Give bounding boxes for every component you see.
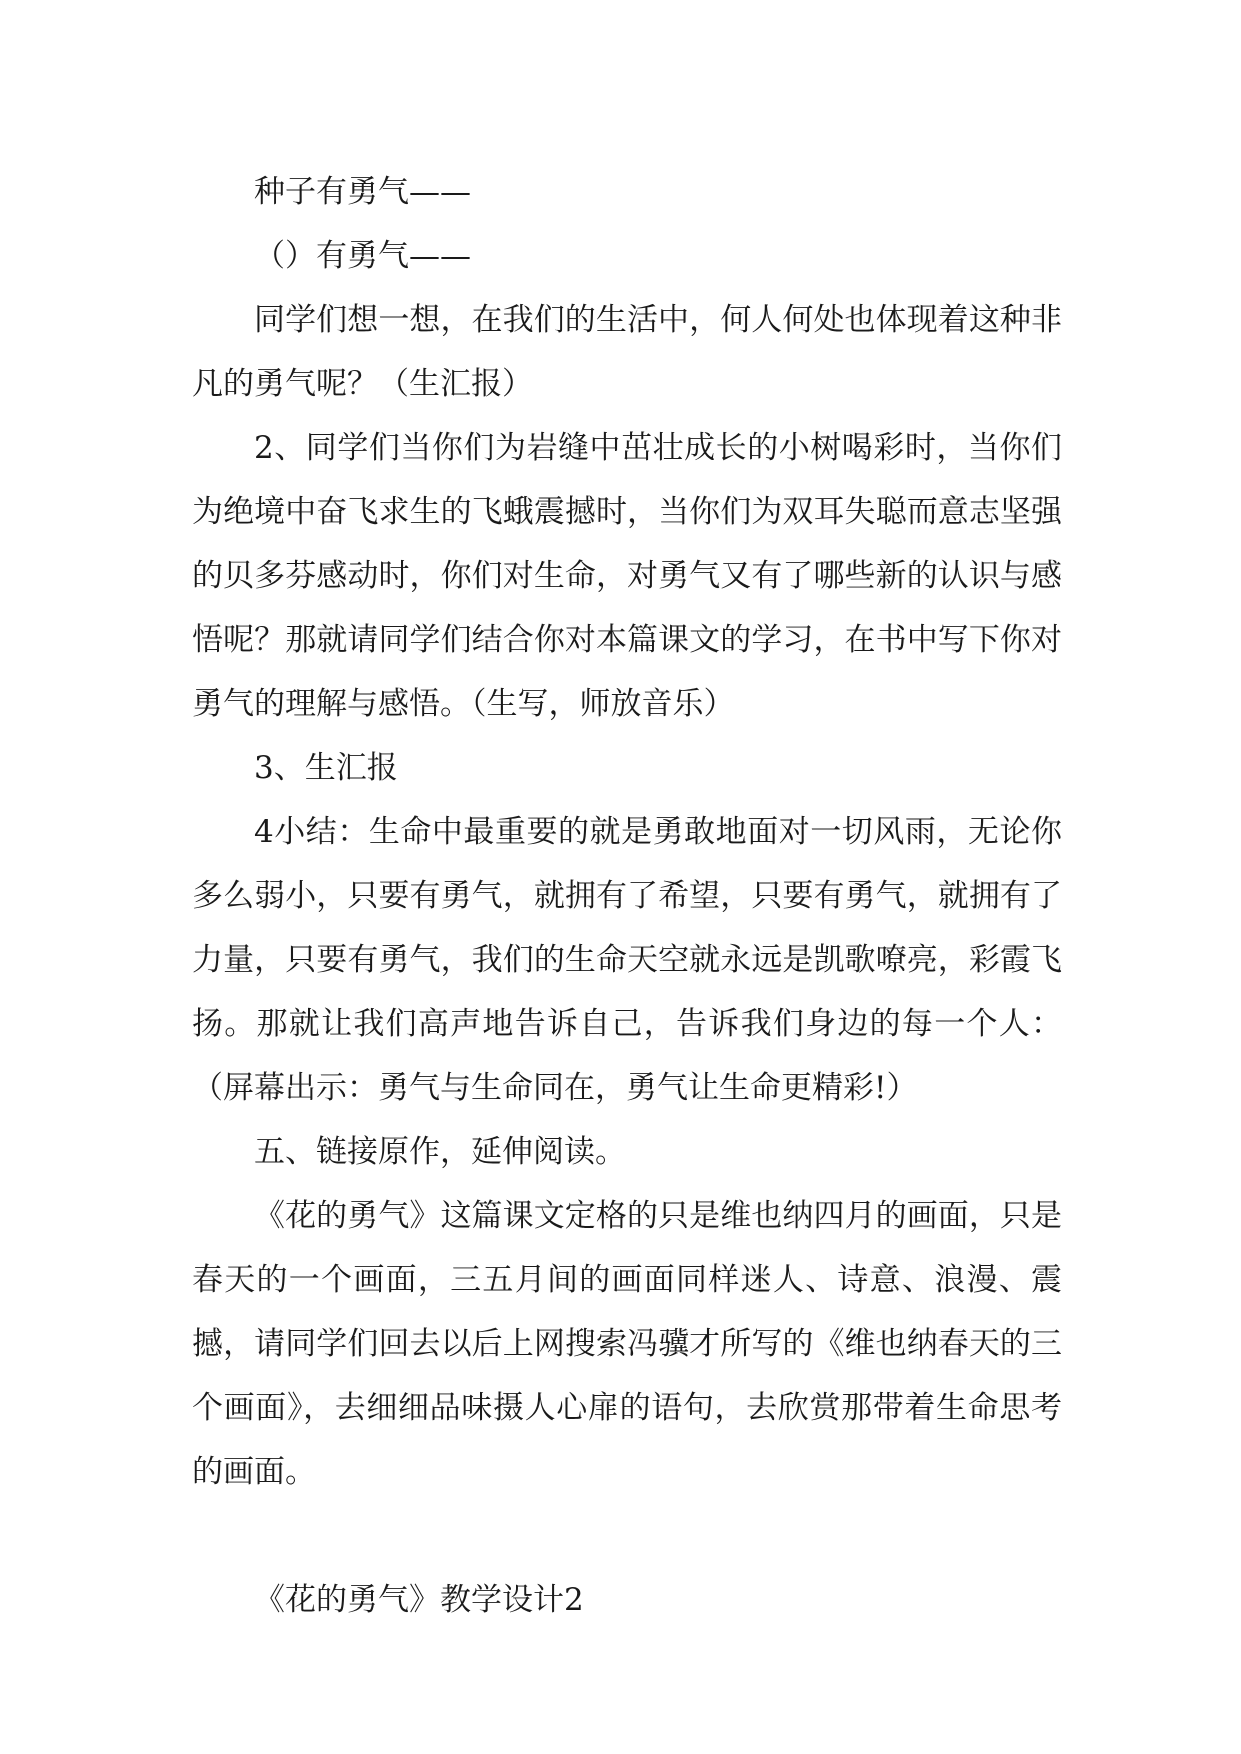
- paragraph-blank-courage: （）有勇气——: [254, 238, 471, 274]
- paragraph-seed-courage: 种子有勇气——: [254, 174, 471, 210]
- paragraph-spacer: [192, 1504, 1062, 1568]
- paragraph-step-3: 3、生汇报: [254, 750, 398, 786]
- paragraph-step-2: 2、同学们当你们为岩缝中茁壮成长的小树喝彩时，当你们为绝境中奋飞求生的飞蛾震撼时，当你们为双耳失聪而意志坚强的贝多芬感动时，你们对生命，对勇气又有了哪些新的认识与感悟呢？那就请同学们结合你对本篇课文的学习，在书中写下你对勇气的理解与感悟。（生写，师放音乐）: [192, 430, 1062, 722]
- paragraph-think-question: 同学们想一想，在我们的生活中，何人何处也体现着这种非凡的勇气呢？（生汇报）: [192, 302, 1062, 402]
- paragraph-extended-reading: 《花的勇气》这篇课文定格的只是维也纳四月的画面，只是春天的一个画面，三五月间的画面同样迷人、诗意、浪漫、震撼，请同学们回去以后上网搜索冯骥才所写的《维也纳春天的三个画面》，去细细品味摄人心扉的语句，去欣赏那带着生命思考的画面。: [192, 1198, 1062, 1490]
- paragraph-section-five: 五、链接原作，延伸阅读。: [254, 1134, 626, 1170]
- paragraph-step-4-summary: 4小结：生命中最重要的就是勇敢地面对一切风雨，无论你多么弱小，只要有勇气，就拥有了希望，只要有勇气，就拥有了力量，只要有勇气，我们的生命天空就永远是凯歌嘹亮，彩霞飞扬。那就让我们高声地告诉自己，告诉我们身边的每一个人：（屏幕出示：勇气与生命同在，勇气让生命更精彩!）: [192, 814, 1062, 1106]
- document-page: [192, 160, 1062, 1632]
- section-title: 《花的勇气》教学设计2: [254, 1582, 584, 1618]
